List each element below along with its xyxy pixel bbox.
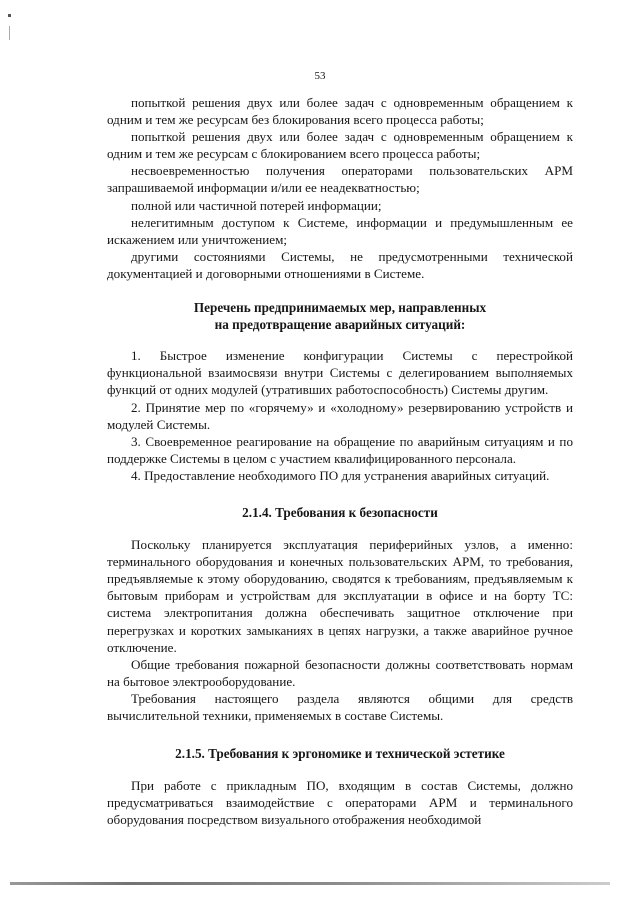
measure-item: 4. Предоставление необходимого ПО для устранения аварийных ситуаций. [131,467,550,483]
list-item: попыткой решения двух или более задач с одновременным обращением к одним и тем же ресурсам с блокированием всего процесса работы; [107,129,573,162]
safety-heading: 2.1.4. Требования к безопасности [242,504,438,520]
ergonomics-heading: 2.1.5. Требования к эргономике и технической эстетике [175,746,505,762]
page-number: 53 [314,70,326,82]
list-item: нелегитимным доступом к Системе, информации и предумышленным ее искажением или уничтожением; [107,214,573,247]
list-item: полной или частичной потерей информации; [131,197,382,213]
safety-paragraph: Поскольку планируется эксплуатация периферийных узлов, а именно: терминального оборудования и конечных пользовательских АРМ, то требования, предъявляемые к этому оборудованию, сводятся к требованиям, предъявляемым к бытовым приборам и устройствам для эксплуатации в офисе и на борту ТС: система электропитания должна обеспечивать защитное отключение при перегрузках и коротких замыканиях в цепях нагрузки, а также аварийное ручное отключение. [107,537,573,655]
safety-paragraph: Общие требования пожарной безопасности должны соответствовать нормам на бытовое электрооборудование. [107,656,573,689]
measure-item: 1. Быстрое изменение конфигурации Системы с перестройкой функциональной взаимосвязи внутри Системы с делегированием выполняемых функций от одних модулей (утративших работоспособность) Системы другим. [107,348,573,398]
measures-heading-line1: Перечень предпринимаемых мер, направленных [193,300,487,316]
safety-paragraph: Требования настоящего раздела являются общими для средств вычислительной техники, применяемых в составе Системы. [107,690,573,723]
measure-item: 2. Принятие мер по «горячему» и «холодному» резервированию устройств и модулей Системы. [107,399,573,432]
measures-heading [107,299,573,333]
scan-edge-line [10,882,610,885]
scan-mark [9,26,10,40]
list-item: несвоевременностью получения операторами пользовательских АРМ запрашиваемой информации и/или ее неадекватностью; [107,163,573,196]
document-body [107,94,573,828]
measure-item: 3. Своевременное реагирование на обращение по аварийным ситуациям и по поддержке Системы в целом с участием квалифицированного персонала. [107,433,573,466]
list-item: другими состояниями Системы, не предусмотренными технической документацией и договорными отношениями в Системе. [107,248,573,281]
measures-heading-line2: на предотвращение аварийных ситуаций: [214,317,466,333]
ergonomics-paragraph: При работе с прикладным ПО, входящим в состав Системы, должно предусматриваться взаимодействие с операторами АРМ и терминального оборудования посредством визуального отображения необходимой [107,778,573,828]
list-item: попыткой решения двух или более задач с одновременным обращением к одним и тем же ресурсам без блокирования всего процесса работы; [107,95,573,128]
scan-mark [8,14,11,17]
